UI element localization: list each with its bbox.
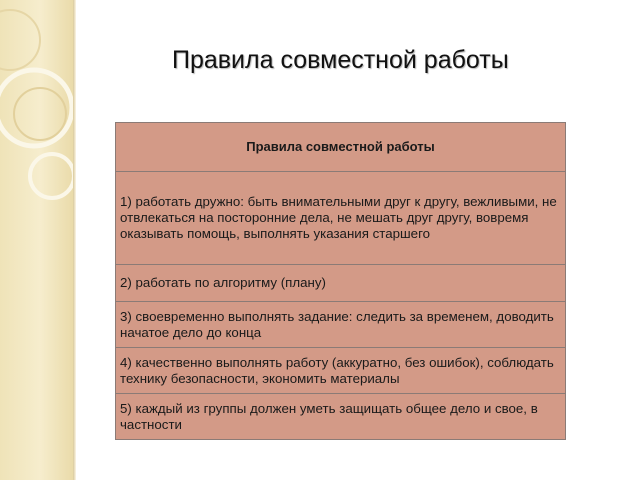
- rule-cell-3: 3) своевременно выполнять задание: следить за временем, доводить начатое дело до конца: [116, 302, 566, 348]
- decorative-side-band: [0, 0, 73, 480]
- table-row: [116, 394, 566, 440]
- side-band-edge: [73, 0, 76, 480]
- decorative-circles: [0, 0, 73, 480]
- rule-cell-2: 2) работать по алгоритму (плану): [116, 265, 566, 302]
- rule-cell-1: 1) работать дружно: быть внимательными друг к другу, вежливыми, не отвлекаться на посторонние дела, не мешать друг другу, вовремя оказывать помощь, выполнять указания старшего: [116, 172, 566, 265]
- rule-cell-5: 5) каждый из группы должен уметь защищать общее дело и свое, в частности: [116, 394, 566, 440]
- table-row: [116, 348, 566, 394]
- table-header-row: [116, 123, 566, 172]
- table-header-cell: Правила совместной работы: [116, 123, 566, 172]
- table-row: [116, 265, 566, 302]
- table-row: [116, 172, 566, 265]
- table-row: [116, 302, 566, 348]
- slide-title: Правила совместной работы: [172, 46, 509, 74]
- rule-cell-4: 4) качественно выполнять работу (аккуратно, без ошибок), соблюдать технику безопасности, экономить материалы: [116, 348, 566, 394]
- rules-table: [115, 122, 566, 440]
